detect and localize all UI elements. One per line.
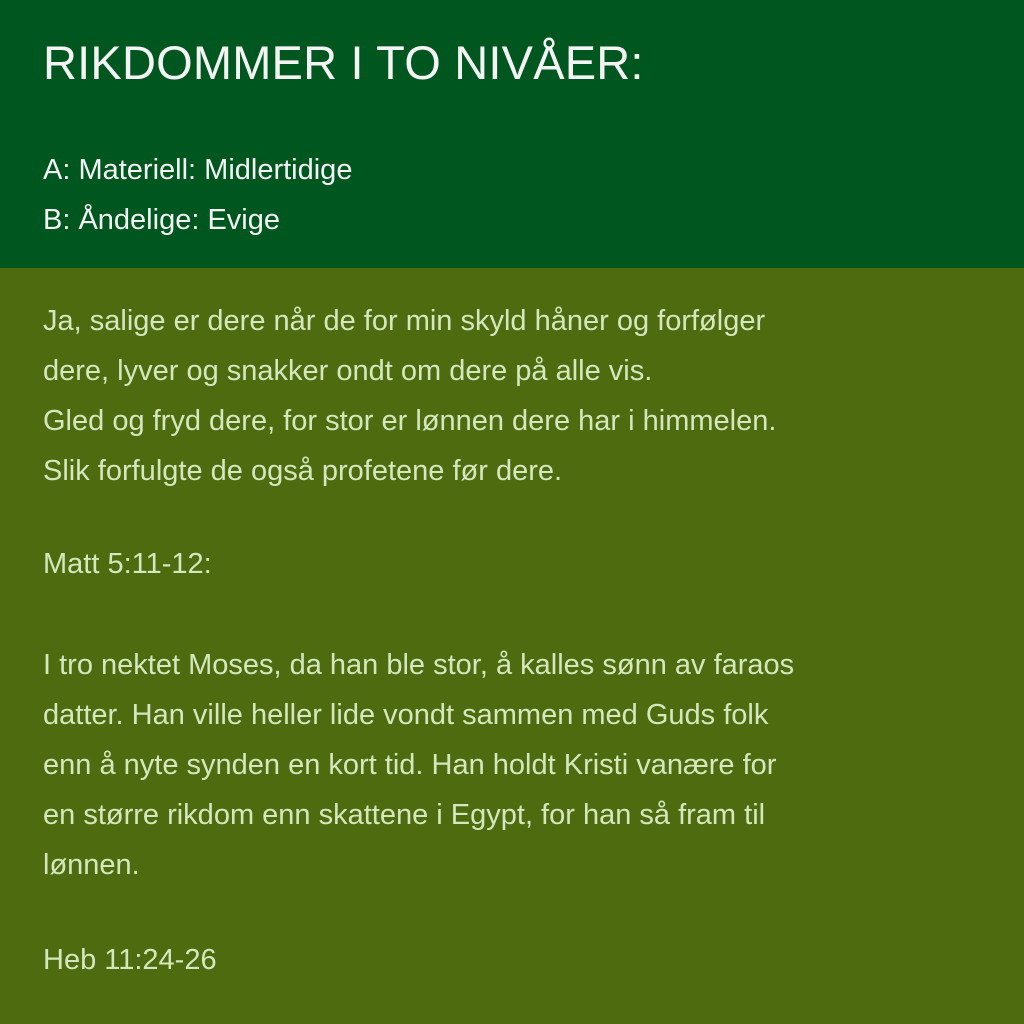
passage-line: dere, lyver og snakker ondt om dere på alle vis.: [43, 355, 653, 387]
passage-line: Ja, salige er dere når de for min skyld håner og forfølger: [43, 305, 766, 337]
passage-line: en større rikdom enn skattene i Egypt, for han så fram til: [43, 799, 766, 831]
wealth-levels-list: [43, 145, 352, 245]
passage-line: I tro nektet Moses, da han ble stor, å kalles sønn av faraos: [43, 649, 795, 681]
matthew-passage: [43, 296, 993, 496]
passage-line: Slik forfulgte de også profetene før dere.: [43, 455, 563, 487]
header-banner: [0, 0, 1024, 268]
matthew-reference: Matt 5:11-12:: [43, 548, 212, 580]
hebrews-passage: [43, 640, 993, 890]
scripture-content: [0, 268, 1024, 1024]
passage-line: Gled og fryd dere, for stor er lønnen dere har i himmelen.: [43, 405, 777, 437]
page-title: RIKDOMMER I TO NIVÅER:: [43, 36, 644, 89]
passage-line: lønnen.: [43, 849, 140, 881]
passage-line: datter. Han ville heller lide vondt sammen med Guds folk: [43, 699, 769, 731]
spiritual-level-item: B: Åndelige: Evige: [43, 204, 280, 236]
hebrews-reference: Heb 11:24-26: [43, 944, 217, 976]
passage-line: enn å nyte synden en kort tid. Han holdt Kristi vanære for: [43, 749, 777, 781]
material-level-item: A: Materiell: Midlertidige: [43, 154, 353, 186]
